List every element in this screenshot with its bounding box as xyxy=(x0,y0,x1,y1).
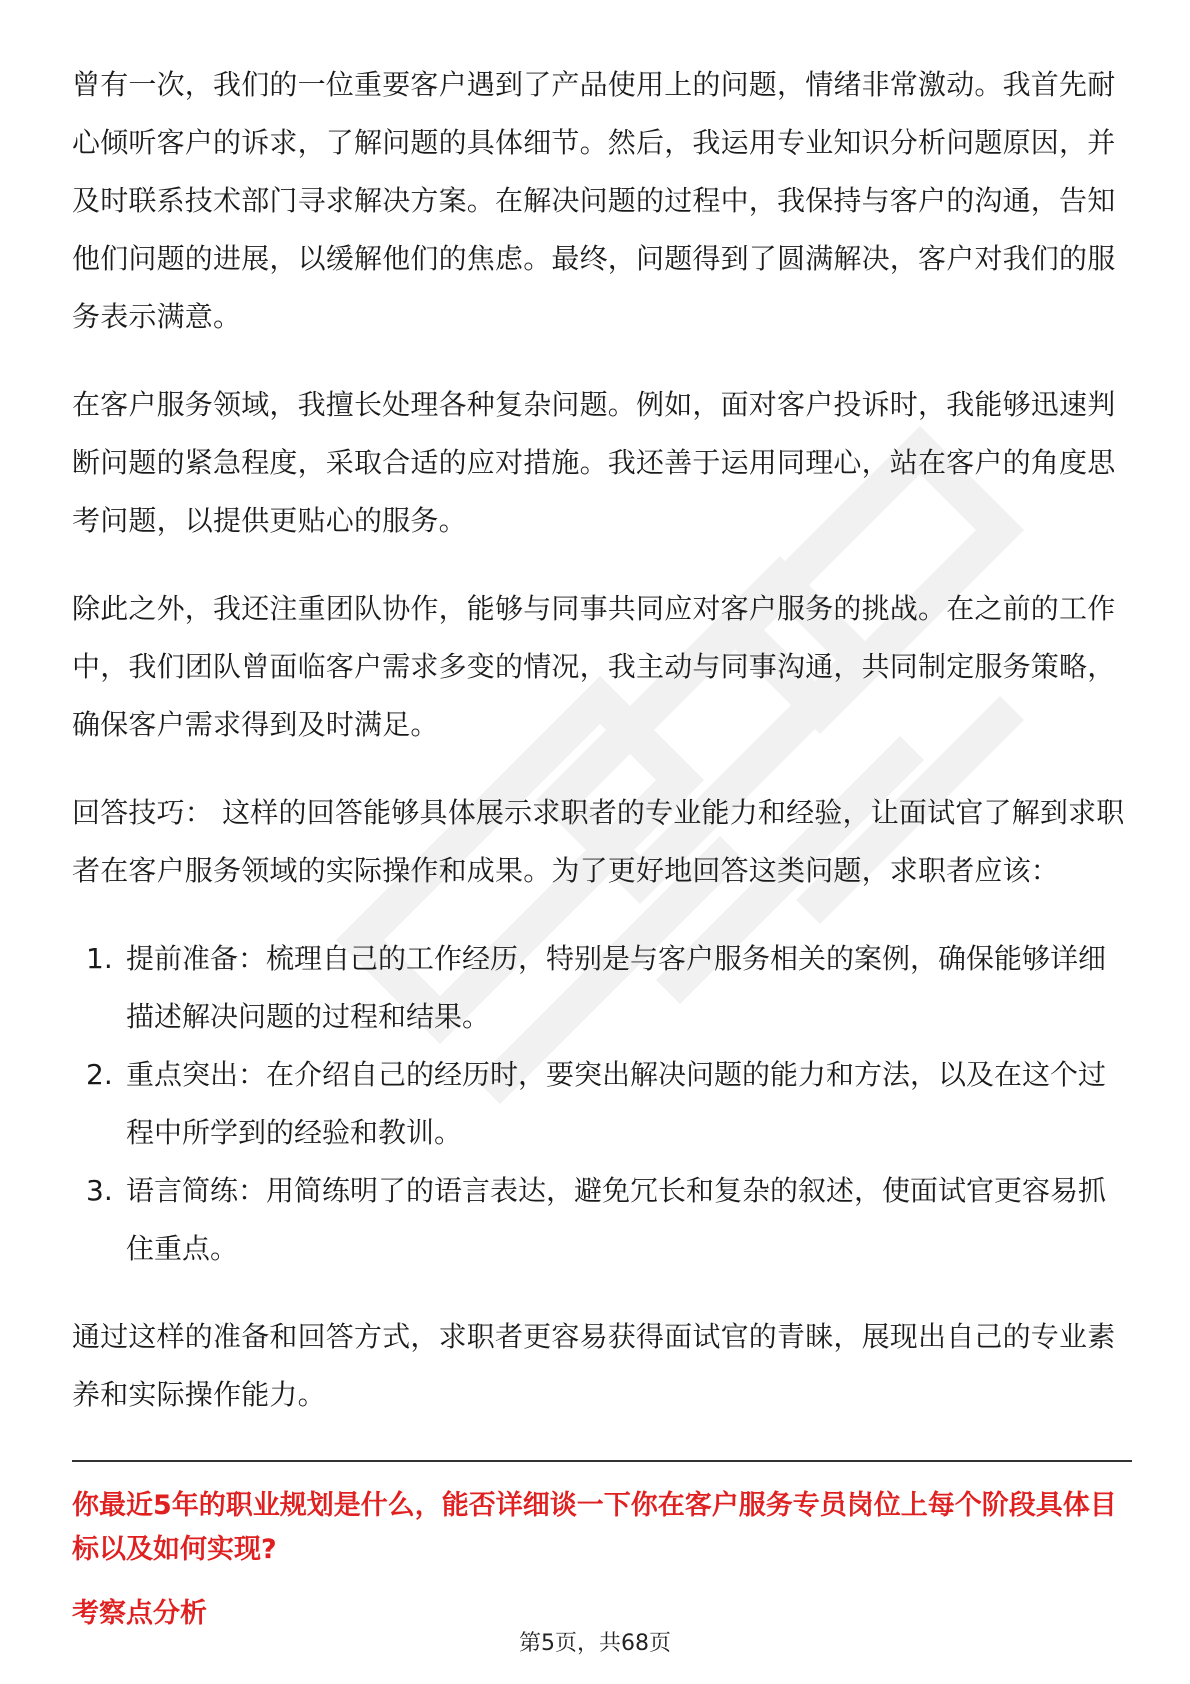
list-item-number: 2. xyxy=(86,1058,113,1091)
list-item-text: 语言简练：用简练明了的语言表达，避免冗长和复杂的叙述，使面试官更容易抓住重点。 xyxy=(126,1174,1107,1265)
paragraph-experience: 曾有一次，我们的一位重要客户遇到了产品使用上的问题，情绪非常激动。我首先耐心倾听客户的诉求，了解问题的具体细节。然后，我运用专业知识分析问题原因，并及时联系技术部门寻求解决方案。在解决问题的过程中，我保持与客户的沟通，告知他们问题的进展，以缓解他们的焦虑。最终，问题得到了圆满解决，客户对我们的服务表示满意。 xyxy=(72,68,1116,333)
list-item-text: 重点突出：在介绍自己的经历时，要突出解决问题的能力和方法，以及在这个过程中所学到的经验和教训。 xyxy=(126,1058,1107,1149)
page-footer: 第5页，共68页 xyxy=(519,1631,671,1656)
next-question-heading: 你最近5年的职业规划是什么，能否详细谈一下你在客户服务专员岗位上每个阶段具体目标以及如何实现? xyxy=(72,1490,1117,1565)
paragraph-answer-tips: 回答技巧： 这样的回答能够具体展示求职者的专业能力和经验，让面试官了解到求职者在客户服务领域的实际操作和成果。为了更好地回答这类问题，求职者应该： xyxy=(72,796,1125,887)
list-item xyxy=(72,1162,1132,1278)
list-item xyxy=(72,1046,1132,1162)
tips-list xyxy=(72,930,1132,1278)
section-divider xyxy=(72,1460,1132,1462)
list-item-number: 1. xyxy=(86,942,113,975)
list-item-text: 提前准备：梳理自己的工作经历，特别是与客户服务相关的案例，确保能够详细描述解决问题的过程和结果。 xyxy=(126,942,1107,1033)
paragraph-conclusion: 通过这样的准备和回答方式，求职者更容易获得面试官的青睐，展现出自己的专业素养和实际操作能力。 xyxy=(72,1320,1116,1411)
analysis-heading: 考察点分析 xyxy=(72,1598,207,1629)
document-body xyxy=(72,56,1132,1634)
paragraph-expertise: 在客户服务领域，我擅长处理各种复杂问题。例如，面对客户投诉时，我能够迅速判断问题的紧急程度，采取合适的应对措施。我还善于运用同理心，站在客户的角度思考问题，以提供更贴心的服务。 xyxy=(72,388,1116,537)
paragraph-teamwork: 除此之外，我还注重团队协作，能够与同事共同应对客户服务的挑战。在之前的工作中，我们团队曾面临客户需求多变的情况，我主动与同事沟通，共同制定服务策略，确保客户需求得到及时满足。 xyxy=(72,592,1116,741)
list-item xyxy=(72,930,1132,1046)
list-item-number: 3. xyxy=(86,1174,113,1207)
